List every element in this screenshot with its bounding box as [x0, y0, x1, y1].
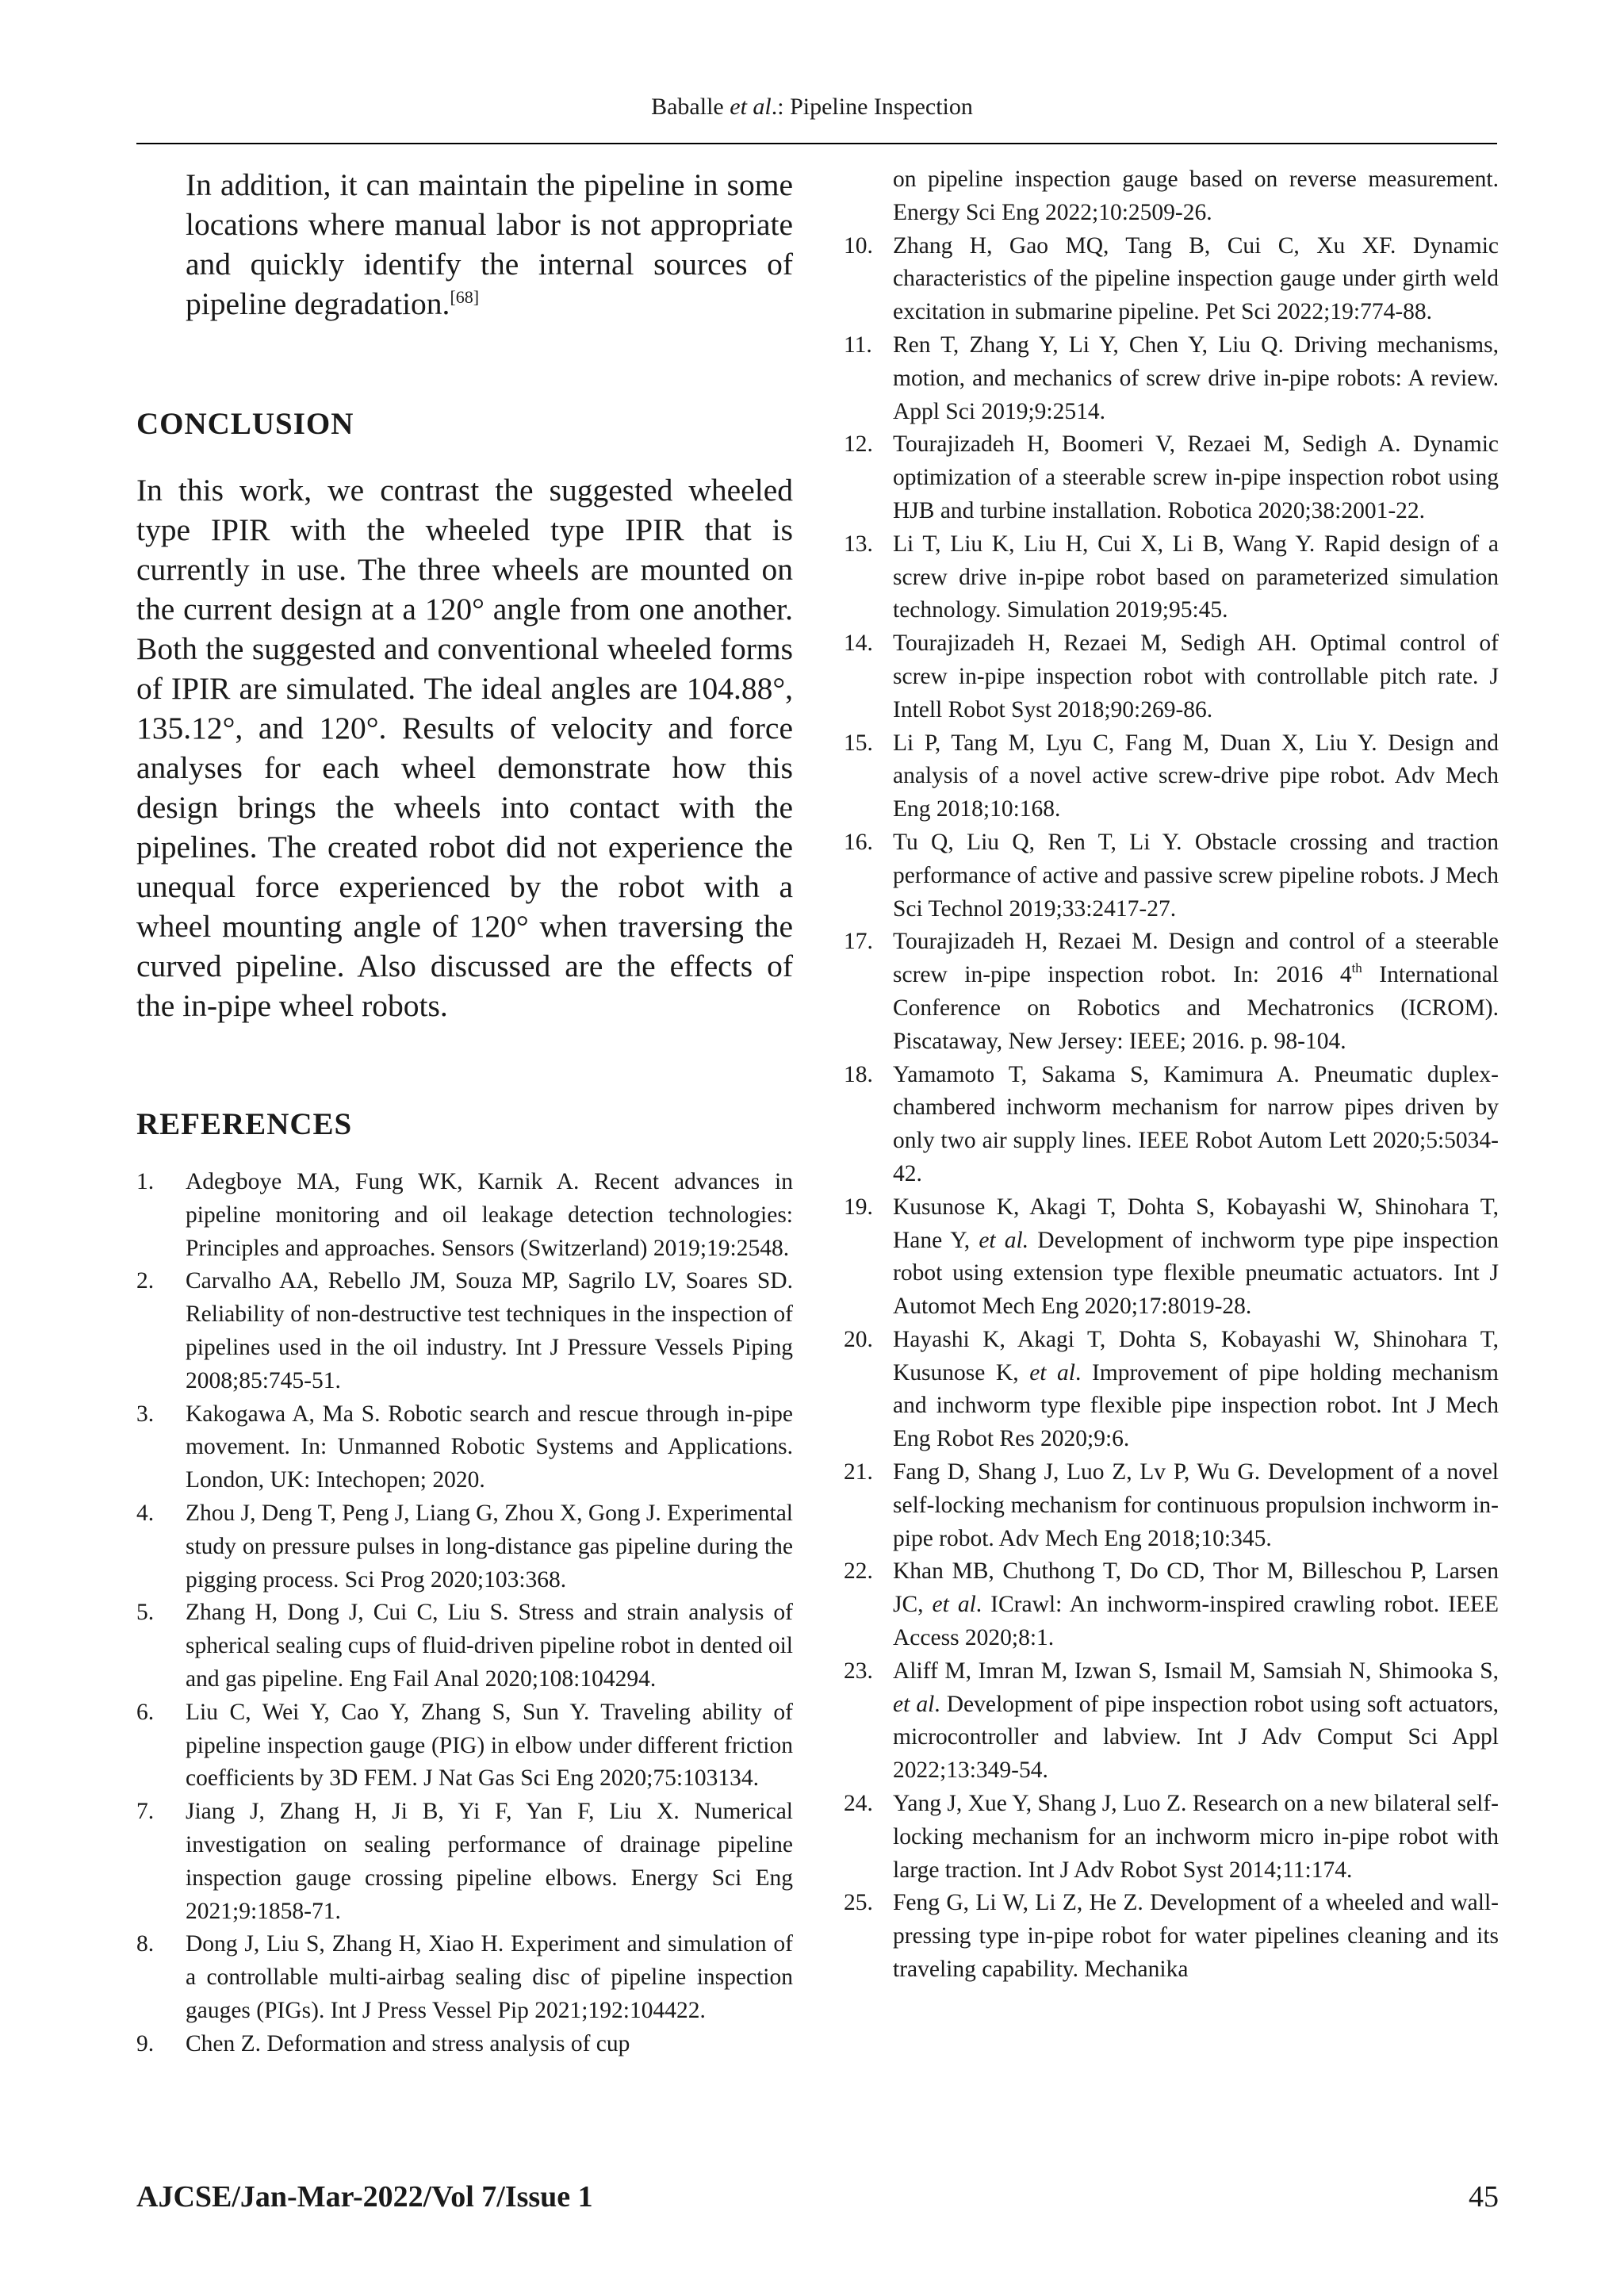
header-etal: et al — [730, 94, 772, 120]
reference-item-1: 1. Adegboye MA, Fung WK, Karnik A. Recent advances in pipeline monitoring and oil leakage detection technologies: Principles and approaches. Sensors (Switzerland) 2019;19:2548. — [136, 1169, 793, 1261]
reference-item-7: 7. Jiang J, Zhang H, Ji B, Yi F, Yan F, Liu X. Numerical investigation on sealing performance of drainage pipeline inspection gauge crossing pipeline elbows. Energy Sci Eng 2021;9:1858-71. — [136, 1799, 793, 1924]
conclusion-text: In this work, we contrast the suggested wheeled type IPIR with the wheeled type IPIR that is currently in use. The three wheels are mounted on the current design at a 120° angle from one another. Both the suggested and conventional wheeled forms of IPIR are simulated. The ideal angles are 104.88°, 135.12°, and 120°. Results of velocity and force analyses for each wheel demonstrate how this design brings the wheels into contact with the pipelines. The created robot did not experience the unequal force experienced by the robot with a wheel mounting angle of 120° when traversing the curved pipeline. Also discussed are the effects of the in-pipe wheel robots. — [136, 473, 793, 1023]
reference-item-13: 13. Li T, Liu K, Liu H, Cui X, Li B, Wang Y. Rapid design of a screw drive in-pipe robot based on parameterized simulation technology. Simulation 2019;95:45. — [844, 531, 1499, 623]
header-title: .: Pipeline Inspection — [771, 94, 973, 120]
reference-item-5: 5. Zhang H, Dong J, Cui C, Liu S. Stress and strain analysis of spherical sealing cups of fluid-driven pipeline robot in dented oil and gas pipeline. Eng Fail Anal 2020;108:104294. — [136, 1600, 793, 1692]
reference-item-11: 11. Ren T, Zhang Y, Li Y, Chen Y, Liu Q. Driving mechanisms, motion, and mechanics of screw drive in-pipe robots: A review. Appl Sci 2019;9:2514. — [844, 332, 1499, 424]
reference-item-21: 21. Fang D, Shang J, Luo Z, Lv P, Wu G. Development of a novel self-locking mechanism for continuous propulsion inchworm in-pipe robot. Adv Mech Eng 2018;10:345. — [844, 1459, 1499, 1551]
reference-item-2: 2. Carvalho AA, Rebello JM, Souza MP, Sagrilo LV, Soares SD. Reliability of non-destructive test techniques in the inspection of pipelines used in the oil industry. Int J Pressure Vessels Piping 2008;85:745-51. — [136, 1268, 793, 1393]
reference-item-20: 20. Hayashi K, Akagi T, Dohta S, Kobayashi W, Shinohara T, Kusunose K, et al. Improvement of pipe holding mechanism and inchworm type flexible pipe inspection robot. Int J Mech Eng Robot Res 2020;9:6. — [844, 1326, 1499, 1452]
reference-item-16: 16. Tu Q, Liu Q, Ren T, Li Y. Obstacle crossing and traction performance of active and passive screw pipeline robots. J Mech Sci Technol 2019;33:2417-27. — [844, 829, 1499, 922]
header-author: Baballe — [651, 94, 730, 120]
reference-item-4: 4. Zhou J, Deng T, Peng J, Liang G, Zhou X, Gong J. Experimental study on pressure pulses in long-distance gas pipeline during the pigging process. Sci Prog 2020;103:368. — [136, 1500, 793, 1593]
reference-item-10: 10. Zhang H, Gao MQ, Tang B, Cui C, Xu XF. Dynamic characteristics of the pipeline inspection gauge under girth weld excitation in submarine pipeline. Pet Sci 2022;19:774-88. — [844, 232, 1499, 325]
reference-list-right — [844, 163, 1499, 1987]
reference-item-24: 24. Yang J, Xue Y, Shang J, Luo Z. Research on a new bilateral self-locking mechanism for an inchworm micro in-pipe robot with large traction. Int J Adv Robot Syst 2014;11:174. — [844, 1791, 1499, 1883]
reference-item-6: 6. Liu C, Wei Y, Cao Y, Zhang S, Sun Y. Traveling ability of pipeline inspection gauge (PIG) in elbow under different friction coefficients by 3D FEM. J Nat Gas Sci Eng 2020;75:103134. — [136, 1699, 793, 1792]
running-header — [0, 94, 1624, 121]
reference-item-23: 23. Aliff M, Imran M, Izwan S, Ismail M, Samsiah N, Shimooka S, et al. Development of pipe inspection robot using soft actuators, microcontroller and labview. Int J Adv Comput Sci Appl 2022;13:349-54. — [844, 1658, 1499, 1784]
references-heading: REFERENCES — [136, 1107, 353, 1141]
intro-citation: [68] — [450, 287, 480, 307]
reference-item-17: 17. Tourajizadeh H, Rezaei M. Design and control of a steerable screw in-pipe inspection robot. In: 2016 4th International Conference on Robotics and Mechatronics (ICROM). Piscataway, New Jersey: IEEE; 2016. p. 98-104. — [844, 929, 1499, 1054]
footer-journal-info: AJCSE/Jan-Mar-2022/Vol 7/Issue 1 — [136, 2180, 593, 2214]
conclusion-heading: CONCLUSION — [136, 407, 354, 441]
reference-item-3: 3. Kakogawa A, Ma S. Robotic search and rescue through in-pipe movement. In: Unmanned Robotic Systems and Applications. London, UK: Intechopen; 2020. — [136, 1401, 793, 1493]
reference-item-15: 15. Li P, Tang M, Lyu C, Fang M, Duan X, Liu Y. Design and analysis of a novel active screw-drive pipe robot. Adv Mech Eng 2018;10:168. — [844, 730, 1499, 822]
reference-item-14: 14. Tourajizadeh H, Rezaei M, Sedigh AH. Optimal control of screw in-pipe inspection robot with controllable pitch rate. J Intell Robot Syst 2018;90:269-86. — [844, 631, 1499, 723]
left-column — [136, 165, 793, 2061]
reference-item-12: 12. Tourajizadeh H, Boomeri V, Rezaei M, Sedigh A. Dynamic optimization of a steerable screw in-pipe inspection robot using HJB and turbine installation. Robotica 2020;38:2001-22. — [844, 431, 1499, 523]
footer-page-number: 45 — [1469, 2180, 1499, 2214]
intro-paragraph: In addition, it can maintain the pipeline in some locations where manual labor is not appropriate and quickly identify the internal sources of pipeline degradation.[68] — [186, 167, 793, 321]
header-rule — [136, 143, 1497, 144]
reference-item-8: 8. Dong J, Liu S, Zhang H, Xiao H. Experiment and simulation of a controllable multi-airbag sealing disc of pipeline inspection gauges (PIGs). Int J Press Vessel Pip 2021;192:104422. — [136, 1931, 793, 2023]
reference-list-left — [136, 1166, 793, 2061]
reference-item-9-continued: on pipeline inspection gauge based on reverse measurement. Energy Sci Eng 2022;10:2509-26. — [893, 167, 1499, 225]
reference-item-9: 9. Chen Z. Deformation and stress analysis of cup — [136, 2030, 630, 2056]
right-column — [844, 163, 1499, 1987]
reference-item-19: 19. Kusunose K, Akagi T, Dohta S, Kobayashi W, Shinohara T, Hane Y, et al. Development of inchworm type pipe inspection robot using extension type flexible pneumatic actuators. Int J Automot Mech Eng 2020;17:8019-28. — [844, 1194, 1499, 1320]
reference-item-25: 25. Feng G, Li W, Li Z, He Z. Development of a wheeled and wall-pressing type in-pipe robot for water pipelines cleaning and its traveling capability. Mechanika — [844, 1890, 1499, 1983]
reference-item-18: 18. Yamamoto T, Sakama S, Kamimura A. Pneumatic duplex-chambered inchworm mechanism for narrow pipes driven by only two air supply lines. IEEE Robot Autom Lett 2020;5:5034-42. — [844, 1061, 1499, 1186]
reference-item-22: 22. Khan MB, Chuthong T, Do CD, Thor M, Billeschou P, Larsen JC, et al. ICrawl: An inchworm-inspired crawling robot. IEEE Access 2020;8:1. — [844, 1558, 1499, 1651]
